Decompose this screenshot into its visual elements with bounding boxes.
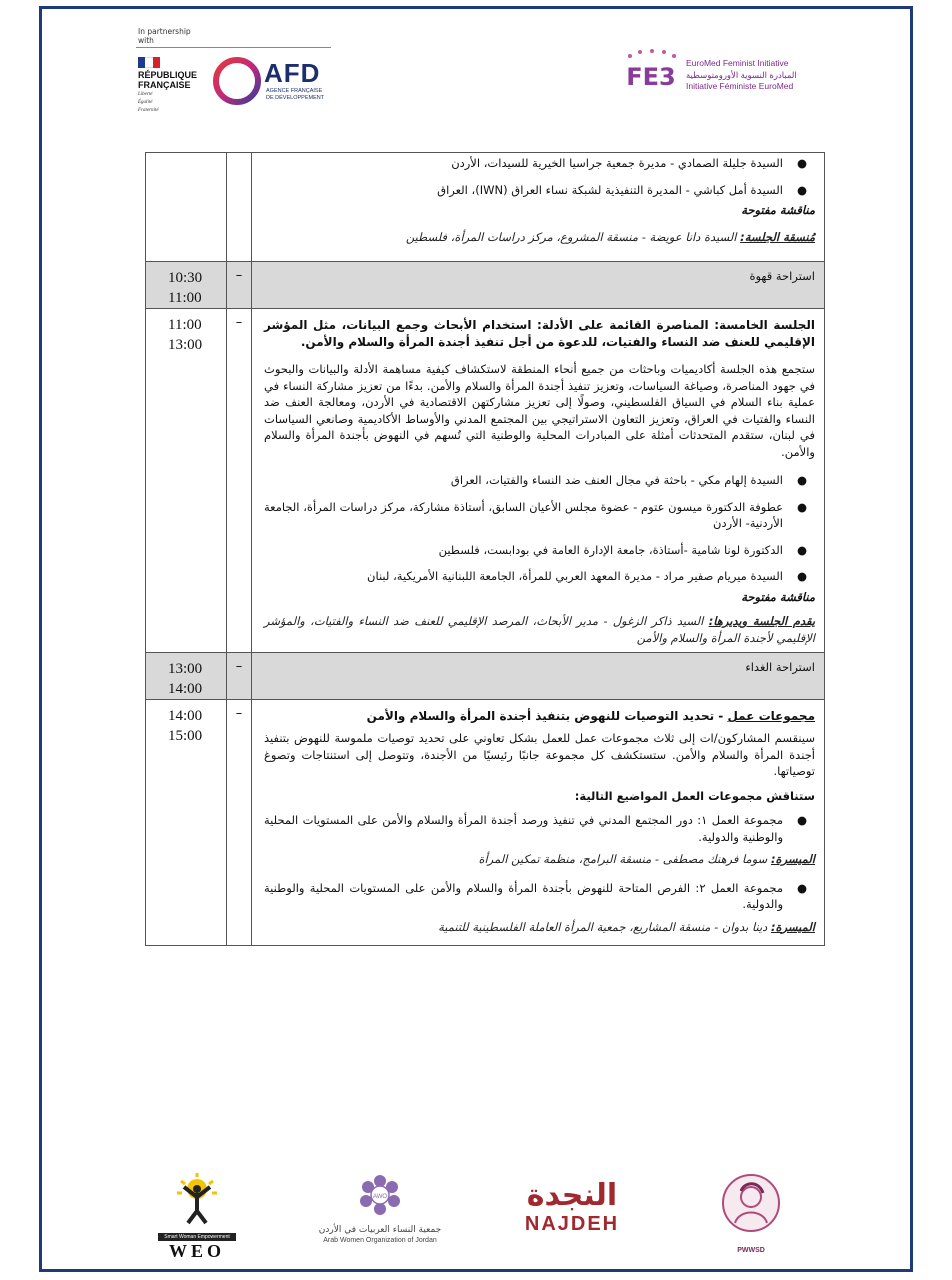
facilitator-line: الميسرة: دينا بدوان - منسقة المشاريع، جمعية المرأة العاملة الفلسطينية للتنمية [438,919,815,934]
time-cell [146,153,227,262]
pwwsd-woman-icon [719,1171,783,1243]
agenda-row [146,309,825,653]
agenda-row-break [146,262,825,309]
dash-cell [227,153,252,262]
bullet-icon: ● [796,542,807,557]
speaker-item: ● السيدة جليلة الصمادي - مديرة جمعية جراسيا الخيرية للسيدات، الأردن [451,156,807,170]
topics-heading: ستناقش مجموعات العمل المواضيع التالية: [574,788,815,803]
euromed-feminist-logo: FE3 EuroMed Feminist Initiative المبادرة النسوية الأورومتوسطية Initiative Féministe EuroMed [620,48,820,98]
bullet-icon: ● [796,569,807,583]
afd-logo: AFD AGENCE FRANÇAISE DE DÉVELOPPEMENT [210,54,335,108]
speaker-item: ● عطوفة الدكتورة ميسون عتوم - عضوة مجلس الأعيان السابق، أستاذة مشاركة، مركز دراسات المرأة، الجامعة الأردنية- الأردن [264,499,807,530]
dash: – [235,315,243,330]
bullet-icon: ● [796,182,807,197]
session-description: سينقسم المشاركون/ات إلى ثلاث مجموعات عمل للعمل بشكل تعاوني على تحديد توصيات ملموسة للنهوض بتنفيذ أجندة المرأة والسلام والأمن. ستستكشف كل مجموعة جانبًا رئيسيًا من الأجندة، وتتوصل إلى استنتاجات وتصوغ توصياتها. [264,731,815,778]
open-discussion-label: مناقشة مفتوحة [741,203,815,217]
session-title: مجموعات عمل - تحديد التوصيات للنهوض بتنفيذ أجندة المرأة والسلام والأمن [366,709,815,723]
time-range: 14:00 15:00 [168,708,203,744]
afd-circle-icon [210,54,264,108]
french-flag-icon [138,57,160,68]
pwwsd-logo: PWWSD [716,1171,786,1254]
dash: – [235,706,243,721]
euromed-mark-icon [620,48,682,98]
speaker-item: ● السيدة إلهام مكي - باحثة في مجال العنف ضد النساء والفتيات، العراق [450,473,807,487]
break-title: استراحة الغداء [745,660,815,674]
speaker-item: ● الدكتورة لونا شامية -أستاذة، جامعة الإدارة العامة في بودابست، فلسطين [438,542,807,557]
open-discussion-label: مناقشة مفتوحة [741,589,815,604]
agenda-row [146,153,825,262]
dash: – [235,268,243,283]
agenda-row-break [146,653,825,700]
bullet-icon: ● [796,473,807,487]
footer-logos [140,1165,840,1265]
dash: – [235,659,243,674]
bullet-icon: ● [796,880,807,895]
weo-logo: Smart Woman Empowerment WEO [152,1173,242,1262]
time-range: 13:00 14:00 [168,661,203,697]
najdeh-logo: النجدة NAJDEH [524,1178,620,1235]
session-description: ستجمع هذه الجلسة أكاديميات وباحثات من جميع أنحاء المنطقة لاستكشاف كيفية مساهمة الأدلة والبيانات والبحوث في جهود المناصرة، وصياغة السياسات، وتعزيز تنفيذ أجندة المرأة والسلام والأمن. بدءًا من تعزيز مشاركة النساء في عملية بناء السلام في السياق الفلسطيني، وصولًا إلى تعزيز مشاركتهن الاقتصادية في الأردن، ومعالجة العنف ضد النساء والفتيات في العراق، وتعزيز التعاون الاستراتيجي بين المجتمع المدني والأوساط الأكاديمية وصانعي السياسات في لبنان، ستقدم المتحدثات أمثلة على المبادرات المحلية والوطنية التي تُسهم في النهوض بأجندة المرأة والسلام والأمن. [264,362,815,459]
facilitator-line: الميسرة: سوما فرهنك مصطفى - منسقة البرامج، منظمة تمكين المرأة [478,852,815,866]
svg-text:FE3: FE3 [626,63,676,91]
partner-divider [136,47,331,48]
time-range: 10:30 11:00 [168,270,203,306]
weo-sun-figure-icon [162,1173,232,1229]
moderator-line: مُنسقة الجلسة: السيدة دانا عويضة - منسقة المشروع، مركز دراسات المرأة، فلسطين [405,229,815,244]
break-title: استراحة قهوة [749,269,815,283]
awo-logo: AWO جمعية النساء العربيات في الأردن Arab Women Organization of Jordan [315,1173,445,1245]
partnership-text: In partnership with [138,27,191,45]
bullet-icon: ● [796,813,807,827]
speaker-item: ● السيدة ميريام صفير مراد - مديرة المعهد العربي للمرأة، الجامعة اللبنانية الأمريكية، لبنان [367,569,807,583]
bullet-icon: ● [796,156,807,170]
agenda-row [146,700,825,946]
svg-text:AWO: AWO [372,1194,388,1200]
session-title: الجلسة الخامسة: المناصرة القائمة على الأدلة: استخدام الأبحاث وجمع البيانات، مثل المؤشر الإقليمي للعنف ضد النساء والفتيات، للدعوة من أجل تنفيذ أجندة المرأة والسلام والأمن. [264,318,815,349]
speaker-item: ● السيدة أمل كباشي - المديرة التنفيذية لشبكة نساء العراق (IWN)، العراق [437,182,807,197]
moderator-line: يقدم الجلسة ويديرها: السيد ذاكر الزغول - مدير الأبحاث، المرصد الإقليمي للعنف ضد النساء والفتيات، والمؤشر الإقليمي لأجندة المرأة والسلام والأمن [264,614,816,645]
working-group-item: ● مجموعة العمل ٢: الفرص المتاحة للنهوض بأجندة المرأة والسلام والأمن على المستويات المحلية والوطنية والدولية. [264,880,807,911]
bullet-icon: ● [796,499,807,514]
time-range: 11:00 13:00 [168,317,203,353]
agenda-table [145,152,825,946]
awo-flower-icon [354,1173,406,1221]
republique-francaise-logo: RÉPUBLIQUE FRANÇAISE Liberté Égalité Fraternité [138,57,204,114]
working-group-item: ● مجموعة العمل ١: دور المجتمع المدني في تنفيذ ورصد أجندة المرأة والسلام والأمن على المستويات المحلية والوطنية والدولية. [264,813,807,844]
session-cell [252,153,825,262]
